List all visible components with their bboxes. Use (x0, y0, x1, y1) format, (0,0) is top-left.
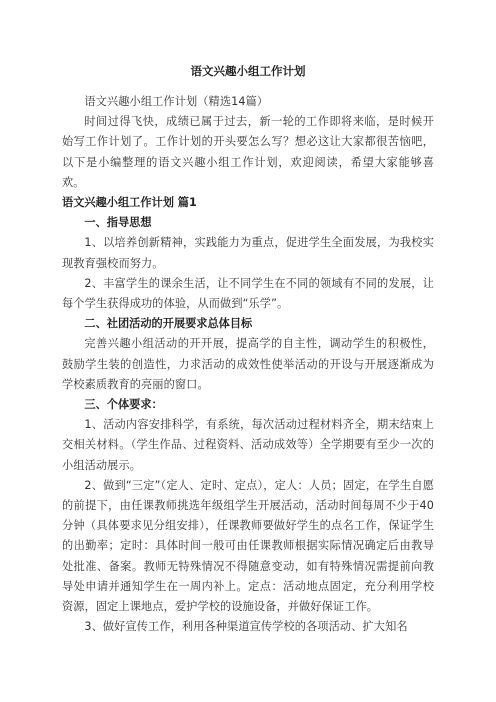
guiding-paragraph-1: 1、以培养创新精神，实践能力为重点，促进学生全面发展，为我校实现教育强校而努力。 (62, 236, 434, 270)
overall-goal-heading: 二、社团活动的开展要求总体目标 (84, 317, 253, 331)
intro-subtitle: 语文兴趣小组工作计划（精选14篇） (84, 95, 269, 108)
document-title: 语文兴趣小组工作计划 (190, 64, 306, 78)
requirement-paragraph-1: 1、活动内容安排科学，有系统，每次活动过程材料齐全，期末结束上交相关材料。（学生作品、过程资料、活动成效等）全学期要有至少一次的小组活动展示。 (62, 418, 434, 472)
guiding-paragraph-2: 2、丰富学生的课余生活，让不同学生在不同的领域有不同的发展，让每个学生获得成功的体验，从而做到“乐学”。 (62, 276, 434, 311)
individual-requirements-heading: 三、个体要求： (84, 398, 163, 412)
requirement-paragraph-3: 3、做好宣传工作，利用各种渠道宣传学校的各项活动、扩大知名 (84, 620, 408, 634)
overall-goal-paragraph: 完善兴趣小组活动的开开展，提高学的自主性，调动学生的积极性，鼓励学生装的创造性，力求活动的成效性使举活动的开设与开展逐渐成为学校素质教育的亮丽的窗口。 (62, 337, 434, 391)
guiding-thought-heading: 一、指导思想 (84, 216, 152, 230)
section-heading-1: 语文兴趣小组工作计划 篇1 (62, 196, 197, 210)
requirement-paragraph-2: 2、做到“三定”（定人、定时、定点），定人：人员；固定，在学生自愿的前提下，由任课教师挑选年级组学生开展活动，活动时间每周不少于40分钟（具体要求见分组安排），任课教师要做好学生的点名工作，保证学生的出勤率；定时：具体时间一般可由任课教师根据实际情况确定后由教导处批准、备案。教师无特殊情况不得随意变动，如有特殊情况需提前向教导处申请并通知学生在一周内补上。定点：活动地点固定，充分利用学校资源，固定上课地点，爱护学校的设施设备，并做好保证工作。 (62, 478, 434, 614)
intro-paragraph: 时间过得飞快，成绩已属于过去，新一轮的工作即将来临，是时候开始写工作计划了。工作计划的开头要怎么写？想必这让大家都很苦恼吧，以下是小编整理的语文兴趣小组工作计划，欢迎阅读，希望大家能够喜欢。 (62, 115, 434, 189)
